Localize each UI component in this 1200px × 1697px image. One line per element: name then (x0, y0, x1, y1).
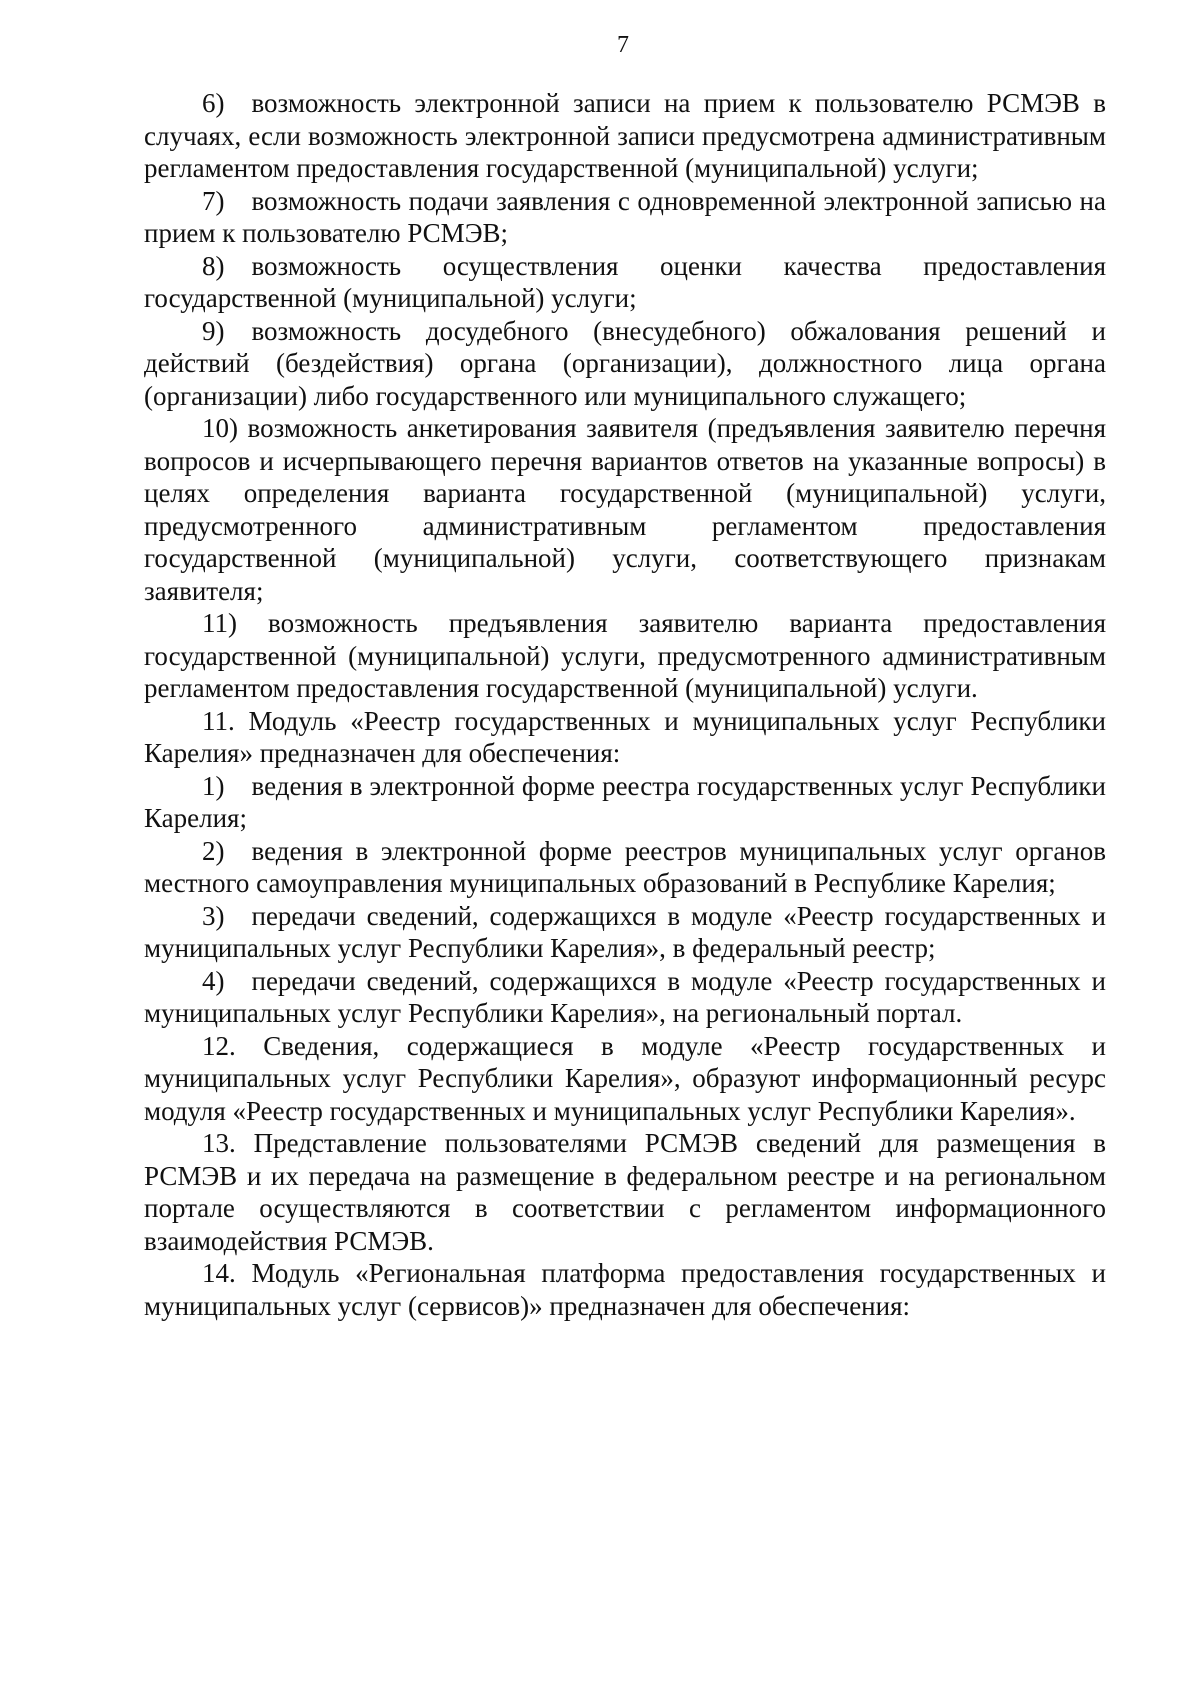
registry-item-3-federal-transfer: 3) передачи сведений, содержащихся в модуле «Реестр государственных и муниципальных услуг Республики Карелия», в федеральный реестр; (144, 900, 1106, 963)
page-number: 7 (617, 32, 629, 58)
section-12-registry-information: 12. Сведения, содержащиеся в модуле «Реестр государственных и муниципальных услуг Республики Карелия», образуют информационный ресурс модуля «Реестр государственных и муниципальных услуг Республики Карелия». (144, 1030, 1106, 1126)
section-13-data-submission: 13. Представление пользователями РСМЭВ сведений для размещения в РСМЭВ и их передача на размещение в федеральном реестре и на региональном портале осуществляются в соответствии с регламентом информационного взаимодействия РСМЭВ. (144, 1128, 1106, 1256)
list-item-10-applicant-survey: 10) возможность анкетирования заявителя (предъявления заявителю перечня вопросов и исчерпывающего перечня вариантов ответов на указанные вопросы) в целях определения варианта государственной (муниципальной) услуги, предусмотренного административным регламентом предоставления государственной (муниципальной) услуги, соответствующего признакам заявителя; (144, 413, 1106, 606)
section-14-regional-platform: 14. Модуль «Региональная платформа предоставления государственных и муниципальных услуг (сервисов)» предназначен для обеспечения: (144, 1258, 1106, 1321)
registry-item-4-regional-portal: 4) передачи сведений, содержащихся в модуле «Реестр государственных и муниципальных услуг Республики Карелия», на региональный портал. (144, 965, 1106, 1028)
list-item-6-electronic-appointment: 6) возможность электронной записи на прием к пользователю РСМЭВ в случаях, если возможность электронной записи предусмотрена административным регламентом предоставления государственной (муниципальной) услуги; (144, 88, 1106, 183)
section-11-registry-module: 11. Модуль «Реестр государственных и муниципальных услуг Республики Карелия» предназначен для обеспечения: (144, 705, 1106, 768)
list-item-9-pretrial-appeal: 9) возможность досудебного (внесудебного) обжалования решений и действий (бездействия) органа (организации), должностного лица органа (организации) либо государственного или муниципального служащего; (144, 315, 1106, 411)
registry-item-1-state-services: 1) ведения в электронной форме реестра государственных услуг Республики Карелия; (144, 770, 1106, 833)
list-item-8-quality-assessment: 8) возможность осуществления оценки качества предоставления государственной (муниципальной) услуги; (144, 250, 1106, 313)
document-body (144, 87, 1106, 1322)
registry-item-2-municipal-services: 2) ведения в электронной форме реестров муниципальных услуг органов местного самоуправления муниципальных образований в Республике Карелия; (144, 835, 1106, 898)
list-item-11-service-variant: 11) возможность предъявления заявителю варианта предоставления государственной (муниципальной) услуги, предусмотренного административным регламентом предоставления государственной (муниципальной) услуги. (144, 608, 1106, 703)
list-item-7-application-with-appointment: 7) возможность подачи заявления с одновременной электронной записью на прием к пользователю РСМЭВ; (144, 185, 1106, 248)
